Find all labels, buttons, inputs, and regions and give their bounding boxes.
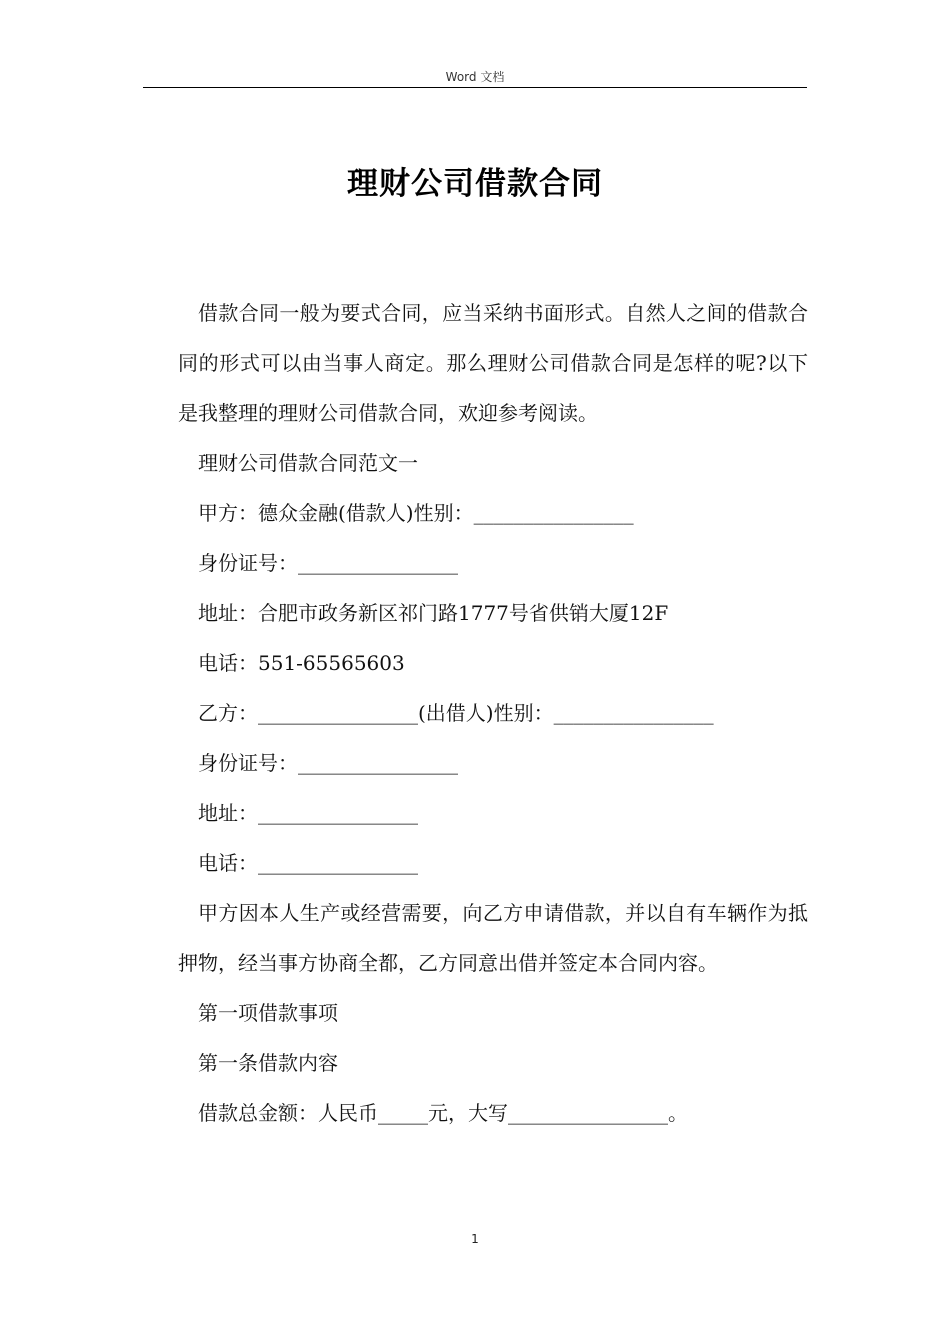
header-divider xyxy=(143,87,807,88)
party-b-line: 乙方：________________(出借人)性别：________________ xyxy=(198,701,714,725)
party-b-address-line: 地址：________________ xyxy=(198,801,418,825)
document-body xyxy=(178,288,808,1138)
party-b-phone-line: 电话：________________ xyxy=(198,851,418,875)
loan-amount-line: 借款总金额：人民币_____元，大写________________。 xyxy=(198,1101,688,1125)
party-a-id-line: 身份证号：________________ xyxy=(198,551,458,575)
section-heading-sample-one: 理财公司借款合同范文一 xyxy=(198,451,418,475)
section-heading-item-one: 第一项借款事项 xyxy=(198,1001,338,1025)
party-a-address-line: 地址：合肥市政务新区祁门路1777号省供销大厦12F xyxy=(198,601,669,625)
party-a-phone-line: 电话：551-65565603 xyxy=(198,651,405,675)
intro-paragraph: 借款合同一般为要式合同，应当采纳书面形式。自然人之间的借款合同的形式可以由当事人商定。那么理财公司借款合同是怎样的呢?以下是我整理的理财公司借款合同，欢迎参考阅读。 xyxy=(178,301,808,425)
document-title: 理财公司借款合同 xyxy=(347,166,603,202)
page-number: 1 xyxy=(471,1232,479,1246)
page-header: Word 文档 xyxy=(445,70,505,84)
party-a-line: 甲方：德众金融(借款人)性别：________________ xyxy=(198,501,634,525)
section-heading-article-one: 第一条借款内容 xyxy=(198,1051,338,1075)
purpose-paragraph: 甲方因本人生产或经营需要，向乙方申请借款，并以自有车辆作为抵押物，经当事方协商全都，乙方同意出借并签定本合同内容。 xyxy=(178,901,808,975)
party-b-id-line: 身份证号：________________ xyxy=(198,751,458,775)
